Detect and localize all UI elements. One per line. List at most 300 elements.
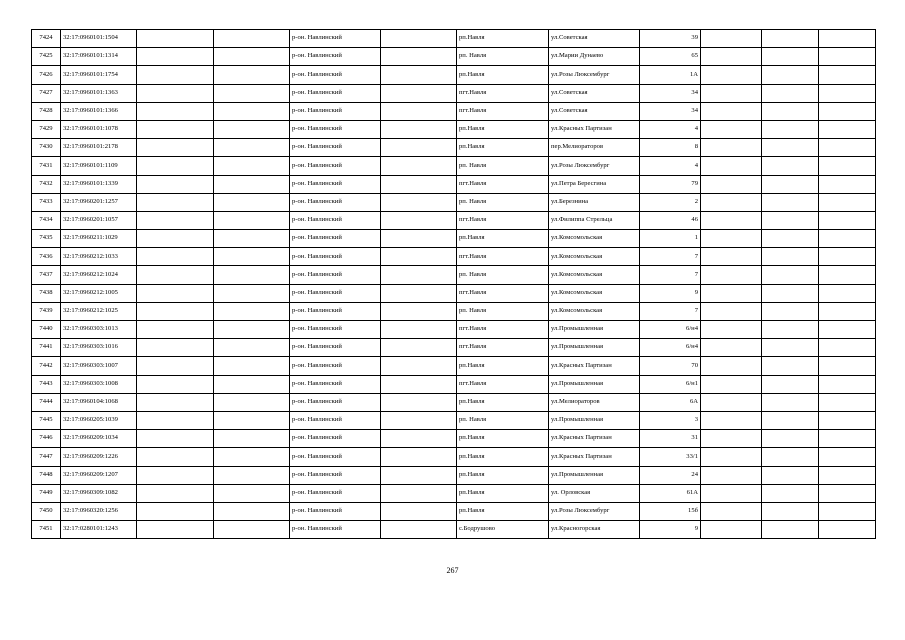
empty-cell — [214, 248, 290, 266]
house-number-cell: 6/н4 — [640, 321, 701, 339]
empty-cell — [214, 211, 290, 229]
table-row — [32, 521, 876, 539]
district-cell: р-он. Навлинский — [290, 321, 381, 339]
empty-cell — [214, 48, 290, 66]
table-row — [32, 484, 876, 502]
table-row — [32, 430, 876, 448]
cadastral-number-cell: 32:17:0960309:1082 — [61, 484, 137, 502]
empty-cell — [762, 157, 819, 175]
empty-cell — [214, 502, 290, 520]
empty-cell — [137, 411, 214, 429]
empty-cell — [381, 230, 457, 248]
empty-cell — [381, 30, 457, 48]
locality-cell: пгт.Навля — [457, 102, 549, 120]
empty-cell — [762, 48, 819, 66]
table-row — [32, 357, 876, 375]
empty-cell — [137, 266, 214, 284]
house-number-cell: 6/н1 — [640, 375, 701, 393]
house-number-cell: 7 — [640, 266, 701, 284]
table-row — [32, 393, 876, 411]
cadastral-number-cell: 32:17:0960101:1314 — [61, 48, 137, 66]
empty-cell — [701, 466, 762, 484]
empty-cell — [137, 484, 214, 502]
locality-cell: рп.Навля — [457, 393, 549, 411]
table-row — [32, 266, 876, 284]
empty-cell — [762, 302, 819, 320]
empty-cell — [701, 411, 762, 429]
district-cell: р-он. Навлинский — [290, 302, 381, 320]
empty-cell — [381, 248, 457, 266]
row-number-cell: 7429 — [32, 120, 61, 138]
row-number-cell: 7447 — [32, 448, 61, 466]
district-cell: р-он. Навлинский — [290, 411, 381, 429]
empty-cell — [381, 139, 457, 157]
empty-cell — [762, 139, 819, 157]
street-cell: ул.Комсомольская — [549, 230, 640, 248]
empty-cell — [819, 193, 876, 211]
cadastral-number-cell: 32:17:0960212:1033 — [61, 248, 137, 266]
locality-cell: пгт.Навля — [457, 211, 549, 229]
cadastral-number-cell: 32:17:0960101:1366 — [61, 102, 137, 120]
empty-cell — [762, 321, 819, 339]
locality-cell: рп.Навля — [457, 466, 549, 484]
empty-cell — [819, 66, 876, 84]
district-cell: р-он. Навлинский — [290, 30, 381, 48]
row-number-cell: 7432 — [32, 175, 61, 193]
locality-cell: рп.Навля — [457, 484, 549, 502]
empty-cell — [381, 448, 457, 466]
row-number-cell: 7443 — [32, 375, 61, 393]
locality-cell: рп.Навля — [457, 66, 549, 84]
empty-cell — [701, 266, 762, 284]
empty-cell — [214, 139, 290, 157]
district-cell: р-он. Навлинский — [290, 230, 381, 248]
empty-cell — [701, 175, 762, 193]
cadastral-number-cell: 32:17:0960303:1007 — [61, 357, 137, 375]
locality-cell: рп. Навля — [457, 193, 549, 211]
house-number-cell: 34 — [640, 84, 701, 102]
empty-cell — [701, 375, 762, 393]
locality-cell: пгт.Навля — [457, 175, 549, 193]
district-cell: р-он. Навлинский — [290, 120, 381, 138]
empty-cell — [701, 48, 762, 66]
empty-cell — [137, 448, 214, 466]
empty-cell — [214, 284, 290, 302]
empty-cell — [381, 84, 457, 102]
house-number-cell: 9 — [640, 521, 701, 539]
empty-cell — [701, 139, 762, 157]
empty-cell — [701, 30, 762, 48]
table-row — [32, 321, 876, 339]
street-cell: ул.Красногорская — [549, 521, 640, 539]
table-row — [32, 175, 876, 193]
house-number-cell: 4 — [640, 120, 701, 138]
cadastral-number-cell: 32:17:0960303:1013 — [61, 321, 137, 339]
empty-cell — [137, 502, 214, 520]
empty-cell — [214, 411, 290, 429]
street-cell: ул.Промышленная — [549, 321, 640, 339]
empty-cell — [137, 248, 214, 266]
empty-cell — [819, 211, 876, 229]
district-cell: р-он. Навлинский — [290, 157, 381, 175]
empty-cell — [381, 66, 457, 84]
house-number-cell: 39 — [640, 30, 701, 48]
house-number-cell: 7 — [640, 248, 701, 266]
street-cell: ул.Промышленная — [549, 466, 640, 484]
district-cell: р-он. Навлинский — [290, 211, 381, 229]
empty-cell — [381, 302, 457, 320]
row-number-cell: 7442 — [32, 357, 61, 375]
district-cell: р-он. Навлинский — [290, 502, 381, 520]
row-number-cell: 7427 — [32, 84, 61, 102]
house-number-cell: 4 — [640, 157, 701, 175]
empty-cell — [137, 375, 214, 393]
empty-cell — [137, 48, 214, 66]
empty-cell — [819, 120, 876, 138]
row-number-cell: 7444 — [32, 393, 61, 411]
row-number-cell: 7446 — [32, 430, 61, 448]
empty-cell — [701, 357, 762, 375]
house-number-cell: 15б — [640, 502, 701, 520]
empty-cell — [381, 357, 457, 375]
empty-cell — [381, 466, 457, 484]
empty-cell — [381, 321, 457, 339]
empty-cell — [819, 266, 876, 284]
empty-cell — [762, 284, 819, 302]
empty-cell — [137, 102, 214, 120]
row-number-cell: 7438 — [32, 284, 61, 302]
table-row — [32, 48, 876, 66]
empty-cell — [762, 484, 819, 502]
house-number-cell: 1А — [640, 66, 701, 84]
locality-cell: рп.Навля — [457, 502, 549, 520]
house-number-cell: 6А — [640, 393, 701, 411]
street-cell: ул.Промышленная — [549, 339, 640, 357]
empty-cell — [137, 302, 214, 320]
empty-cell — [819, 284, 876, 302]
empty-cell — [819, 466, 876, 484]
empty-cell — [819, 430, 876, 448]
empty-cell — [137, 230, 214, 248]
row-number-cell: 7448 — [32, 466, 61, 484]
locality-cell: рп.Навля — [457, 230, 549, 248]
empty-cell — [762, 393, 819, 411]
empty-cell — [819, 448, 876, 466]
district-cell: р-он. Навлинский — [290, 375, 381, 393]
cadastral-number-cell: 32:17:0960101:1109 — [61, 157, 137, 175]
district-cell: р-он. Навлинский — [290, 466, 381, 484]
table-row — [32, 302, 876, 320]
empty-cell — [381, 339, 457, 357]
district-cell: р-он. Навлинский — [290, 339, 381, 357]
locality-cell: пгт.Навля — [457, 248, 549, 266]
table-body — [32, 30, 876, 539]
street-cell: ул.Комсомольская — [549, 266, 640, 284]
table-row — [32, 84, 876, 102]
locality-cell: рп.Навля — [457, 357, 549, 375]
cadastral-number-cell: 32:17:0960101:1363 — [61, 84, 137, 102]
empty-cell — [214, 430, 290, 448]
house-number-cell: 9 — [640, 284, 701, 302]
district-cell: р-он. Навлинский — [290, 393, 381, 411]
empty-cell — [137, 120, 214, 138]
empty-cell — [819, 139, 876, 157]
empty-cell — [137, 521, 214, 539]
street-cell: ул.Советская — [549, 30, 640, 48]
district-cell: р-он. Навлинский — [290, 357, 381, 375]
empty-cell — [819, 339, 876, 357]
empty-cell — [701, 193, 762, 211]
cadastral-number-cell: 32:17:0960212:1005 — [61, 284, 137, 302]
row-number-cell: 7430 — [32, 139, 61, 157]
empty-cell — [381, 102, 457, 120]
empty-cell — [214, 448, 290, 466]
table-row — [32, 211, 876, 229]
locality-cell: пгт.Навля — [457, 375, 549, 393]
row-number-cell: 7433 — [32, 193, 61, 211]
house-number-cell: 70 — [640, 357, 701, 375]
cadastral-number-cell: 32:17:0960101:1754 — [61, 66, 137, 84]
locality-cell: рп. Навля — [457, 266, 549, 284]
house-number-cell: 31 — [640, 430, 701, 448]
street-cell: ул.Промышленная — [549, 375, 640, 393]
empty-cell — [381, 175, 457, 193]
empty-cell — [762, 102, 819, 120]
street-cell: ул.Комсомольская — [549, 302, 640, 320]
street-cell: ул.Промышленная — [549, 411, 640, 429]
empty-cell — [137, 175, 214, 193]
empty-cell — [701, 484, 762, 502]
cadastral-number-cell: 32:17:0960101:2178 — [61, 139, 137, 157]
empty-cell — [214, 357, 290, 375]
street-cell: ул.Красных Партизан — [549, 120, 640, 138]
empty-cell — [381, 284, 457, 302]
district-cell: р-он. Навлинский — [290, 484, 381, 502]
empty-cell — [214, 175, 290, 193]
street-cell: ул. Орловская — [549, 484, 640, 502]
locality-cell: пгт.Навля — [457, 84, 549, 102]
empty-cell — [137, 211, 214, 229]
empty-cell — [762, 66, 819, 84]
empty-cell — [819, 375, 876, 393]
empty-cell — [701, 521, 762, 539]
district-cell: р-он. Навлинский — [290, 66, 381, 84]
empty-cell — [701, 393, 762, 411]
empty-cell — [762, 30, 819, 48]
empty-cell — [701, 211, 762, 229]
empty-cell — [214, 466, 290, 484]
street-cell: ул.Красных Партизан — [549, 430, 640, 448]
empty-cell — [701, 248, 762, 266]
empty-cell — [214, 521, 290, 539]
empty-cell — [762, 193, 819, 211]
empty-cell — [137, 139, 214, 157]
empty-cell — [819, 230, 876, 248]
empty-cell — [762, 466, 819, 484]
empty-cell — [137, 339, 214, 357]
locality-cell: рп. Навля — [457, 302, 549, 320]
table-row — [32, 193, 876, 211]
district-cell: р-он. Навлинский — [290, 430, 381, 448]
empty-cell — [819, 321, 876, 339]
row-number-cell: 7424 — [32, 30, 61, 48]
empty-cell — [701, 66, 762, 84]
table-row — [32, 102, 876, 120]
table-row — [32, 375, 876, 393]
empty-cell — [214, 157, 290, 175]
empty-cell — [137, 157, 214, 175]
district-cell: р-он. Навлинский — [290, 193, 381, 211]
empty-cell — [137, 193, 214, 211]
district-cell: р-он. Навлинский — [290, 102, 381, 120]
empty-cell — [762, 120, 819, 138]
empty-cell — [381, 120, 457, 138]
empty-cell — [819, 393, 876, 411]
empty-cell — [214, 120, 290, 138]
empty-cell — [214, 302, 290, 320]
empty-cell — [381, 484, 457, 502]
cadastral-number-cell: 32:17:0960209:1207 — [61, 466, 137, 484]
empty-cell — [137, 66, 214, 84]
empty-cell — [137, 284, 214, 302]
cadastral-number-cell: 32:17:0960211:1029 — [61, 230, 137, 248]
empty-cell — [214, 375, 290, 393]
house-number-cell: 2 — [640, 193, 701, 211]
row-number-cell: 7437 — [32, 266, 61, 284]
empty-cell — [701, 448, 762, 466]
table-row — [32, 120, 876, 138]
empty-cell — [762, 84, 819, 102]
table-row — [32, 411, 876, 429]
cadastral-number-cell: 32:17:0960101:1339 — [61, 175, 137, 193]
cadastral-number-cell: 32:17:0960212:1025 — [61, 302, 137, 320]
row-number-cell: 7425 — [32, 48, 61, 66]
district-cell: р-он. Навлинский — [290, 521, 381, 539]
empty-cell — [701, 321, 762, 339]
locality-cell: пгт.Навля — [457, 321, 549, 339]
row-number-cell: 7439 — [32, 302, 61, 320]
empty-cell — [381, 48, 457, 66]
empty-cell — [701, 157, 762, 175]
street-cell: пер.Мелиораторов — [549, 139, 640, 157]
property-register-table — [31, 29, 876, 539]
empty-cell — [819, 357, 876, 375]
empty-cell — [381, 521, 457, 539]
empty-cell — [137, 30, 214, 48]
empty-cell — [762, 230, 819, 248]
district-cell: р-он. Навлинский — [290, 248, 381, 266]
district-cell: р-он. Навлинский — [290, 448, 381, 466]
house-number-cell: 61А — [640, 484, 701, 502]
empty-cell — [762, 339, 819, 357]
table-row — [32, 502, 876, 520]
row-number-cell: 7431 — [32, 157, 61, 175]
empty-cell — [762, 357, 819, 375]
empty-cell — [762, 175, 819, 193]
cadastral-number-cell: 32:17:0960303:1016 — [61, 339, 137, 357]
cadastral-number-cell: 32:17:0960101:1078 — [61, 120, 137, 138]
street-cell: ул.Советская — [549, 102, 640, 120]
street-cell: ул.Розы Люксембург — [549, 157, 640, 175]
empty-cell — [819, 175, 876, 193]
empty-cell — [762, 211, 819, 229]
locality-cell: с.Бодрушово — [457, 521, 549, 539]
locality-cell: пгт.Навля — [457, 339, 549, 357]
house-number-cell: 24 — [640, 466, 701, 484]
empty-cell — [137, 466, 214, 484]
empty-cell — [214, 102, 290, 120]
page-number: 267 — [446, 566, 459, 575]
empty-cell — [381, 411, 457, 429]
empty-cell — [819, 48, 876, 66]
street-cell: ул.Березнина — [549, 193, 640, 211]
empty-cell — [819, 502, 876, 520]
house-number-cell: 65 — [640, 48, 701, 66]
empty-cell — [819, 102, 876, 120]
empty-cell — [381, 375, 457, 393]
table-row — [32, 230, 876, 248]
table-row — [32, 30, 876, 48]
street-cell: ул.Комсомольская — [549, 248, 640, 266]
empty-cell — [137, 321, 214, 339]
locality-cell: пгт.Навля — [457, 284, 549, 302]
cadastral-number-cell: 32:17:0960101:1504 — [61, 30, 137, 48]
empty-cell — [214, 66, 290, 84]
empty-cell — [819, 84, 876, 102]
locality-cell: рп.Навля — [457, 448, 549, 466]
district-cell: р-он. Навлинский — [290, 175, 381, 193]
district-cell: р-он. Навлинский — [290, 139, 381, 157]
empty-cell — [214, 484, 290, 502]
cadastral-number-cell: 32:17:0960320:1256 — [61, 502, 137, 520]
table-row — [32, 157, 876, 175]
street-cell: ул.Розы Люксембург — [549, 66, 640, 84]
street-cell: ул.Филиппа Стрельца — [549, 211, 640, 229]
district-cell: р-он. Навлинский — [290, 84, 381, 102]
district-cell: р-он. Навлинский — [290, 266, 381, 284]
empty-cell — [214, 339, 290, 357]
empty-cell — [381, 502, 457, 520]
row-number-cell: 7450 — [32, 502, 61, 520]
empty-cell — [819, 521, 876, 539]
empty-cell — [701, 339, 762, 357]
empty-cell — [819, 30, 876, 48]
house-number-cell: 34 — [640, 102, 701, 120]
empty-cell — [762, 448, 819, 466]
empty-cell — [214, 230, 290, 248]
cadastral-number-cell: 32:17:0960201:1257 — [61, 193, 137, 211]
table-row — [32, 466, 876, 484]
row-number-cell: 7451 — [32, 521, 61, 539]
locality-cell: рп. Навля — [457, 411, 549, 429]
row-number-cell: 7435 — [32, 230, 61, 248]
street-cell: ул.Советская — [549, 84, 640, 102]
street-cell: ул.Красных Партизан — [549, 448, 640, 466]
house-number-cell: 79 — [640, 175, 701, 193]
house-number-cell: 6/н4 — [640, 339, 701, 357]
empty-cell — [701, 84, 762, 102]
district-cell: р-он. Навлинский — [290, 284, 381, 302]
house-number-cell: 7 — [640, 302, 701, 320]
empty-cell — [137, 357, 214, 375]
empty-cell — [137, 393, 214, 411]
empty-cell — [701, 302, 762, 320]
street-cell: ул.Марии Дунаево — [549, 48, 640, 66]
row-number-cell: 7436 — [32, 248, 61, 266]
empty-cell — [214, 193, 290, 211]
row-number-cell: 7428 — [32, 102, 61, 120]
empty-cell — [701, 502, 762, 520]
